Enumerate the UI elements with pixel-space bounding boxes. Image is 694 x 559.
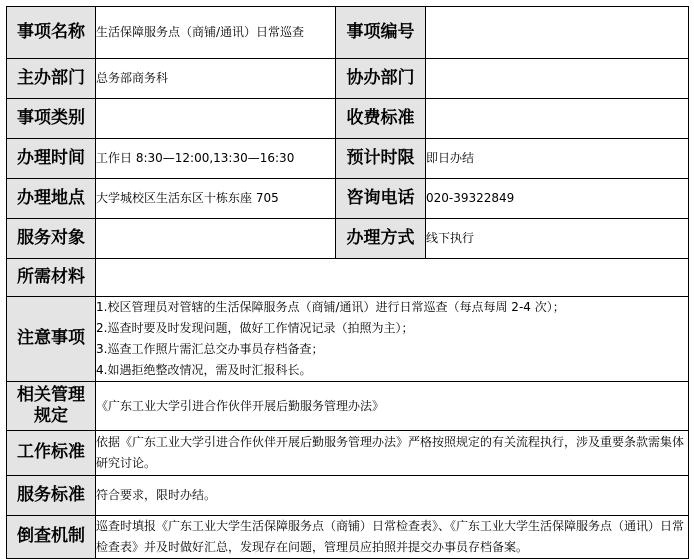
- row-reverse-check: [7, 516, 689, 559]
- service-standard-label: 服务标准: [7, 476, 96, 516]
- notes-line-4: 4.如遇拒绝整改情况，需及时汇报科长。: [96, 363, 312, 377]
- row-service-target: [7, 219, 689, 259]
- host-dept-label: 主办部门: [7, 59, 96, 99]
- location-label: 办理地点: [7, 179, 96, 219]
- materials-label: 所需材料: [7, 259, 96, 297]
- assist-dept-label: 协办部门: [336, 59, 426, 99]
- host-dept-value: 总务部商务科: [96, 59, 336, 99]
- handling-method-value: 线下执行: [426, 219, 689, 259]
- item-name-value: 生活保障服务点（商铺/通讯）日常巡查: [96, 7, 336, 59]
- row-host-dept: [7, 59, 689, 99]
- expected-time-label: 预计时限: [336, 139, 426, 179]
- location-value: 大学城校区生活东区十栋东座 705: [96, 179, 336, 219]
- row-location: [7, 179, 689, 219]
- handling-method-label: 办理方式: [336, 219, 426, 259]
- phone-label: 咨询电话: [336, 179, 426, 219]
- work-standard-value: 依据《广东工业大学引进合作伙伴开展后勤服务管理办法》严格按照规定的有关流程执行，涉及重要条款需集体研究讨论。: [96, 431, 689, 476]
- fee-standard-value: [426, 99, 689, 139]
- service-item-table: [6, 6, 689, 559]
- item-category-label: 事项类别: [7, 99, 96, 139]
- row-item-category: [7, 99, 689, 139]
- row-materials: [7, 259, 689, 297]
- expected-time-value: 即日办结: [426, 139, 689, 179]
- service-target-label: 服务对象: [7, 219, 96, 259]
- materials-value: [96, 259, 689, 297]
- notes-label: 注意事项: [7, 297, 96, 382]
- row-notes: [7, 297, 689, 382]
- notes-line-2: 2.巡查时要及时发现问题，做好工作情况记录（拍照为主）；: [96, 321, 414, 335]
- row-work-standard: [7, 431, 689, 476]
- row-regulations: [7, 382, 689, 431]
- service-standard-value: 符合要求，限时办结。: [96, 476, 689, 516]
- notes-value: [96, 297, 689, 382]
- office-hours-value: 工作日 8:30—12:00,13:30—16:30: [96, 139, 336, 179]
- item-code-value: [426, 7, 689, 59]
- regulations-label-line1: 相关管理: [17, 384, 85, 405]
- row-service-standard: [7, 476, 689, 516]
- work-standard-label: 工作标准: [7, 431, 96, 476]
- regulations-label: [7, 382, 96, 431]
- notes-line-1: 1.校区管理员对管辖的生活保障服务点（商铺/通讯）进行日常巡查（每点每周 2-4 次）；: [96, 300, 565, 314]
- regulations-value: 《广东工业大学引进合作伙伴开展后勤服务管理办法》: [96, 382, 689, 431]
- row-office-hours: [7, 139, 689, 179]
- row-item-name: [7, 7, 689, 59]
- reverse-check-label: 倒查机制: [7, 516, 96, 559]
- office-hours-label: 办理时间: [7, 139, 96, 179]
- notes-line-3: 3.巡查工作照片需汇总交办事员存档备查；: [96, 342, 324, 356]
- reverse-check-value: 巡查时填报《广东工业大学生活保障服务点（商铺）日常检查表》、《广东工业大学生活保障服务点（通讯）日常检查表》并及时做好汇总，发现存在问题，管理员应拍照并提交办事员存档备案。: [96, 516, 689, 559]
- item-category-value: [96, 99, 336, 139]
- item-name-label: 事项名称: [7, 7, 96, 59]
- phone-value: 020-39322849: [426, 179, 689, 219]
- service-target-value: [96, 219, 336, 259]
- regulations-label-line2: 规定: [34, 406, 68, 426]
- assist-dept-value: [426, 59, 689, 99]
- item-code-label: 事项编号: [336, 7, 426, 59]
- fee-standard-label: 收费标准: [336, 99, 426, 139]
